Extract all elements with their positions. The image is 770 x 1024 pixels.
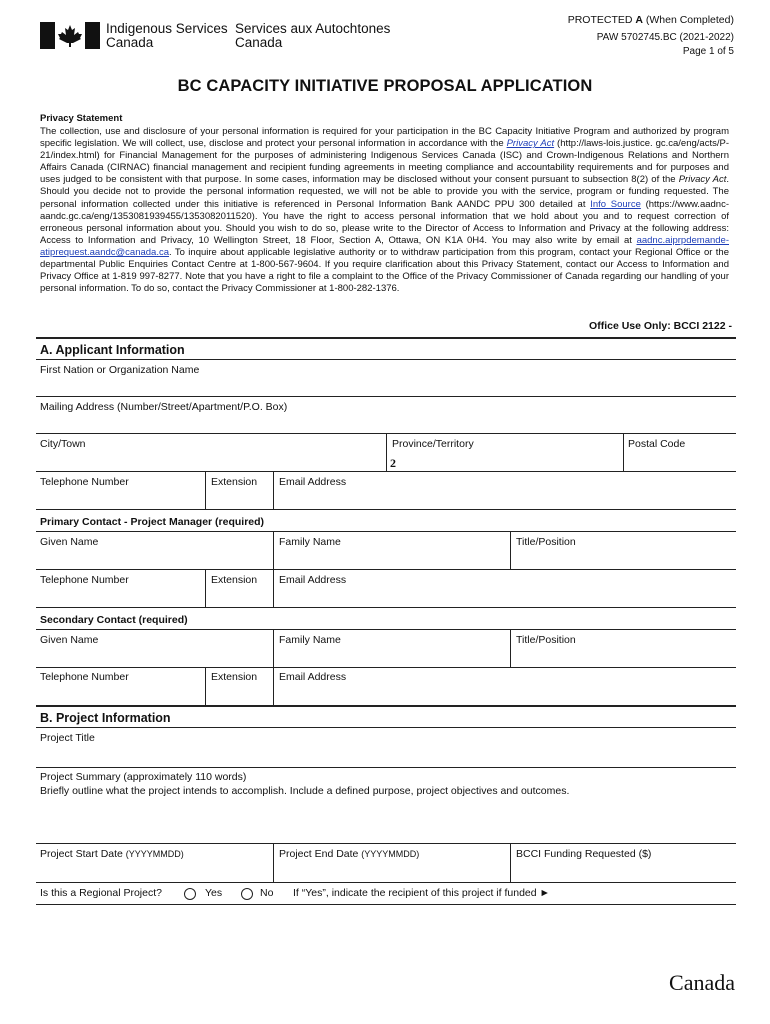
divider bbox=[36, 727, 736, 728]
divider bbox=[36, 509, 736, 510]
project-title-label: Project Title bbox=[40, 732, 95, 744]
divider bbox=[36, 607, 736, 608]
extension-input[interactable] bbox=[206, 490, 273, 508]
divider bbox=[386, 433, 387, 471]
department-name-en bbox=[106, 22, 228, 50]
canada-wordmark: Canada bbox=[669, 970, 735, 995]
secondary-title-label: Title/Position bbox=[516, 634, 576, 646]
funding-requested-label: BCCI Funding Requested ($) bbox=[516, 848, 652, 860]
primary-family-name-label: Family Name bbox=[279, 536, 341, 548]
privacy-heading: Privacy Statement bbox=[40, 113, 123, 124]
secondary-extension-label: Extension bbox=[211, 671, 258, 683]
secondary-contact-heading: Secondary Contact (required) bbox=[40, 614, 188, 626]
divider bbox=[36, 629, 736, 630]
postal-code-input[interactable] bbox=[624, 452, 736, 470]
regional-no-radio[interactable] bbox=[241, 888, 253, 900]
section-b-top-border bbox=[36, 705, 736, 707]
email-label: Email Address bbox=[279, 476, 347, 488]
secondary-title-input[interactable] bbox=[511, 648, 736, 666]
secondary-extension-input[interactable] bbox=[206, 685, 273, 703]
extension-label: Extension bbox=[211, 476, 258, 488]
primary-telephone-input[interactable] bbox=[36, 588, 205, 606]
first-nation-label: First Nation or Organization Name bbox=[40, 364, 200, 376]
funding-requested-input[interactable] bbox=[511, 862, 736, 880]
project-title-input[interactable] bbox=[36, 746, 736, 766]
divider bbox=[36, 359, 736, 360]
regional-recipient-prompt: If “Yes”, indicate the recipient of this project if funded ► bbox=[293, 887, 550, 899]
section-a-title: A. Applicant Information bbox=[40, 343, 185, 357]
primary-family-name-input[interactable] bbox=[274, 550, 510, 568]
city-label: City/Town bbox=[40, 438, 86, 450]
privacy-act-link[interactable]: Privacy Act bbox=[506, 138, 555, 150]
secondary-family-name-label: Family Name bbox=[279, 634, 341, 646]
divider bbox=[36, 471, 736, 472]
secondary-family-name-input[interactable] bbox=[274, 648, 510, 666]
postal-code-label: Postal Code bbox=[628, 438, 686, 450]
mailing-address-input[interactable] bbox=[36, 415, 736, 433]
dept-fr-line2: Canada bbox=[235, 35, 283, 50]
canada-flag-logo bbox=[40, 22, 100, 49]
start-date-input[interactable] bbox=[36, 862, 273, 880]
divider bbox=[36, 531, 736, 532]
form-number: PAW 5702745.BC (2021-2022) bbox=[596, 32, 734, 43]
city-input[interactable] bbox=[36, 452, 386, 470]
divider bbox=[36, 843, 736, 844]
divider bbox=[36, 767, 736, 768]
secondary-telephone-input[interactable] bbox=[36, 685, 205, 703]
primary-contact-heading: Primary Contact - Project Manager (required) bbox=[40, 516, 265, 528]
privacy-statement: The collection, use and disclosure of your personal information is required for your participation in the BC Capacity Initiative Program and authorized by program specific legislation. We will collect, use, disclose and protect your personal information in accordance with the Privacy Act (http://laws-lois.justice. gc.ca/eng/acts/P-21/index.html) for Financial Management for the purposes of administering Indigenous Services Canada (ISC) and Crown-Indigenous Relations and Northern Affairs Canada (CIRNAC) financial management and recipient funding agreements in meeting compliance and accountability requirements and for purposes and uses judged to be consistent with that purpose. In some cases, information may be disclosed without your consent pursuant to subsection 8(2) of the Privacy Act. Should you decide not to provide the personal information requested, we will not be able to provide you with the service, program or funding requested. The personal information collected under this initiative is referenced in Personal Information Bank AANDC PPU 300 detailed at Info Source (https://www.aadnc-aandc.gc.ca/eng/1353081939455/1353082011520). You have the right to access personal information that we hold about you and to request correction of erroneous personal information about you. Should you wish to do so, please write to the Director of Access to Information and Privacy at the following address: Access to Information and Privacy, 10 Wellington Street, 18 Floor, Section A, Ottawa, ON K1A 0H4. You may also write by email at aadnc.aiprpdemande-atiprequest.aandc@canada.ca. To inquire about applicable legislative authority or to withdraw participation from this program, contact your Regional Office or the departmental Public Enquiries Contact Centre at 1-800-567-9604. If you require clarification about this Privacy Statement, contact our Access to Information and Privacy Office at 1-819 997-8277. Note that you have a right to file a complaint to the Office of the Privacy Commissioner of Canada regarding our handling of your personal information. To do so, contact the Privacy Commissioner at 1-800-282-1376. bbox=[40, 126, 729, 295]
primary-given-name-label: Given Name bbox=[40, 536, 99, 548]
privacy-email-link[interactable]: aadnc.aiprpdemande-atiprequest.aandc@canada.ca bbox=[40, 234, 729, 258]
project-summary-hint: Briefly outline what the project intends to accomplish. Include a defined purpose, project objectives and outcomes. bbox=[40, 785, 570, 797]
info-source-link[interactable]: Info Source bbox=[590, 198, 641, 210]
email-input[interactable] bbox=[274, 490, 736, 508]
dept-en-line2: Canada bbox=[106, 35, 154, 50]
province-label: Province/Territory bbox=[392, 438, 474, 450]
end-date-label: Project End Date (YYYYMMDD) bbox=[279, 848, 420, 860]
section-b-title: B. Project Information bbox=[40, 711, 171, 725]
department-name-fr bbox=[235, 22, 390, 50]
first-nation-input[interactable] bbox=[36, 378, 736, 396]
province-select[interactable]: 2 bbox=[390, 456, 396, 470]
section-a-top-border bbox=[36, 337, 736, 339]
project-summary-label: Project Summary (approximately 110 words) bbox=[40, 771, 247, 783]
regional-no-label: No bbox=[260, 887, 274, 899]
primary-extension-label: Extension bbox=[211, 574, 258, 586]
office-use-only: Office Use Only: BCCI 2122 - bbox=[589, 320, 732, 332]
divider bbox=[36, 904, 736, 905]
end-date-input[interactable] bbox=[274, 862, 510, 880]
page-number: Page 1 of 5 bbox=[682, 46, 734, 57]
telephone-label: Telephone Number bbox=[40, 476, 129, 488]
project-summary-textarea[interactable] bbox=[36, 800, 736, 842]
secondary-given-name-input[interactable] bbox=[36, 648, 273, 666]
primary-email-label: Email Address bbox=[279, 574, 347, 586]
primary-extension-input[interactable] bbox=[206, 588, 273, 606]
secondary-given-name-label: Given Name bbox=[40, 634, 99, 646]
regional-project-question: Is this a Regional Project? bbox=[40, 887, 162, 899]
primary-title-input[interactable] bbox=[511, 550, 736, 568]
secondary-email-input[interactable] bbox=[274, 685, 736, 703]
divider bbox=[36, 396, 736, 397]
divider bbox=[36, 569, 736, 570]
dept-fr-line1: Services aux Autochtones bbox=[235, 21, 391, 36]
primary-title-label: Title/Position bbox=[516, 536, 576, 548]
secondary-email-label: Email Address bbox=[279, 671, 347, 683]
primary-given-name-input[interactable] bbox=[36, 550, 273, 568]
form-title: BC CAPACITY INITIATIVE PROPOSAL APPLICATION bbox=[177, 77, 593, 95]
regional-yes-radio[interactable] bbox=[184, 888, 196, 900]
divider bbox=[36, 882, 736, 883]
primary-telephone-label: Telephone Number bbox=[40, 574, 129, 586]
divider bbox=[36, 667, 736, 668]
primary-email-input[interactable] bbox=[274, 588, 736, 606]
dept-en-line1: Indigenous Services bbox=[106, 21, 228, 36]
start-date-label: Project Start Date (YYYYMMDD) bbox=[40, 848, 184, 860]
mailing-address-label: Mailing Address (Number/Street/Apartment/P.O. Box) bbox=[40, 401, 288, 413]
regional-yes-label: Yes bbox=[205, 887, 223, 899]
protected-label: PROTECTED A (When Completed) bbox=[567, 14, 734, 26]
telephone-input[interactable] bbox=[36, 490, 205, 508]
secondary-telephone-label: Telephone Number bbox=[40, 671, 129, 683]
